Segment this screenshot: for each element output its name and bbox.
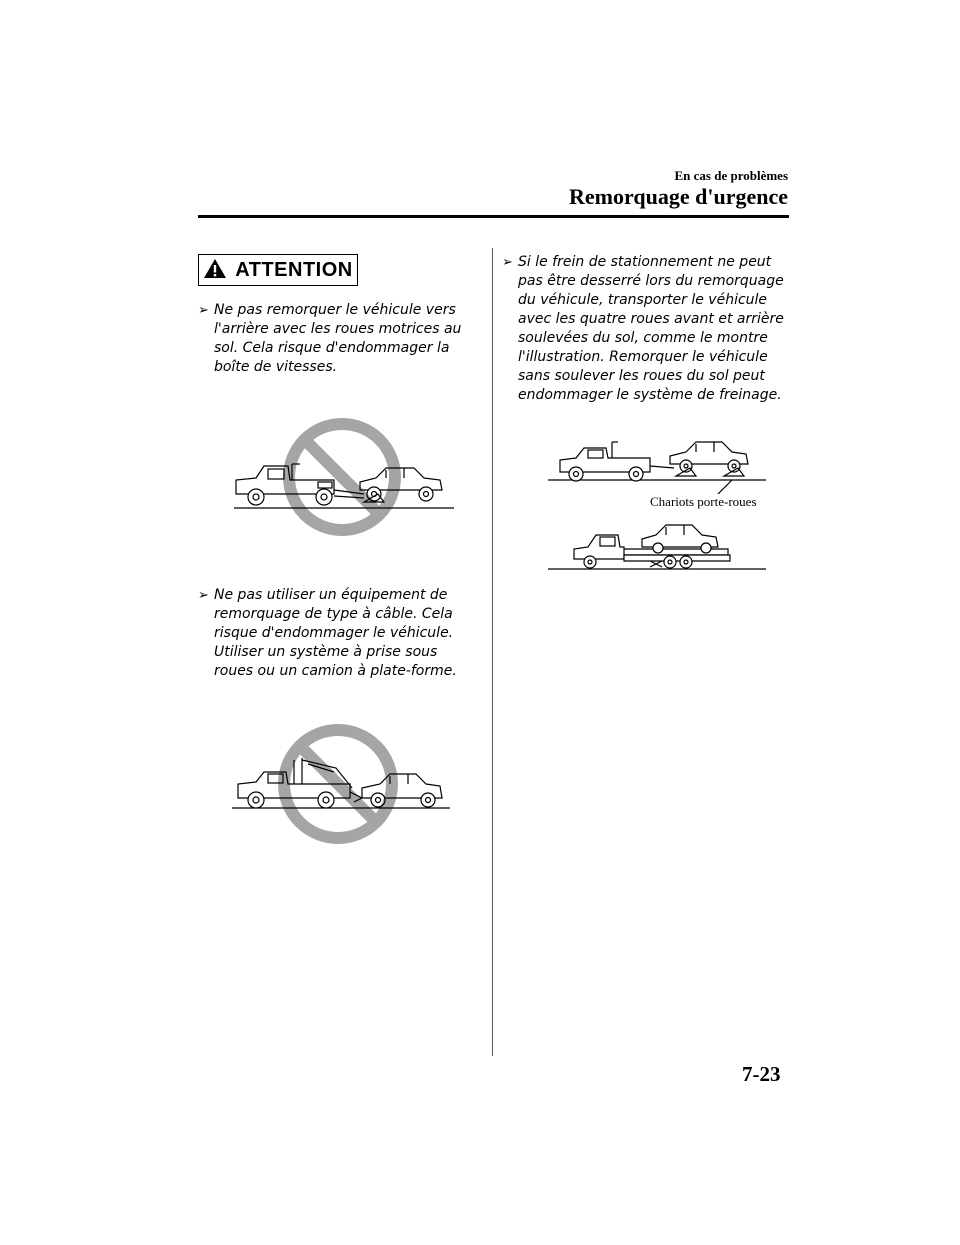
illustration-caption: Chariots porte-roues [650,494,757,509]
bullet-parking-brake [502,253,792,405]
bullet-arrow-icon: ➢ [198,588,209,603]
warning-triangle-icon [203,258,227,283]
header-rule [198,215,789,218]
bullet-no-sling-tow [198,586,480,681]
bullet-text: Ne pas utiliser un équipement de remorquage de type à câble. Cela risque d'endommager le véhicule. Utiliser un système à prise sous roues ou un camion à plate-forme. [214,587,457,679]
page-title: Remorquage d'urgence [569,184,788,209]
illustration-sling-tow-prohibited [226,716,458,846]
illustration-flatbed-truck [546,515,770,573]
attention-box [198,254,358,286]
illustration-wheel-dollies [546,434,770,494]
bullet-no-rear-tow [198,301,480,377]
bullet-text: Si le frein de stationnement ne peut pas être desserré lors du remorquage du véhicule, transporter le véhicule avec les quatre roues avant et arrière soulevées du sol, comme le montre l'illustration. Remorquer le véhicule sans soulever les roues du sol peut endommager le système de freinage. [518,254,784,403]
attention-label: ATTENTION [235,258,353,281]
illustration-wheel-lift-prohibited [226,410,458,540]
bullet-arrow-icon: ➢ [502,255,513,270]
bullet-text: Ne pas remorquer le véhicule vers l'arrière avec les roues motrices au sol. Cela risque d'endommager la boîte de vitesses. [214,302,462,375]
section-kicker: En cas de problèmes [674,168,788,183]
bullet-arrow-icon: ➢ [198,303,209,318]
page-number: 7-23 [742,1062,781,1086]
column-divider [492,248,493,1056]
